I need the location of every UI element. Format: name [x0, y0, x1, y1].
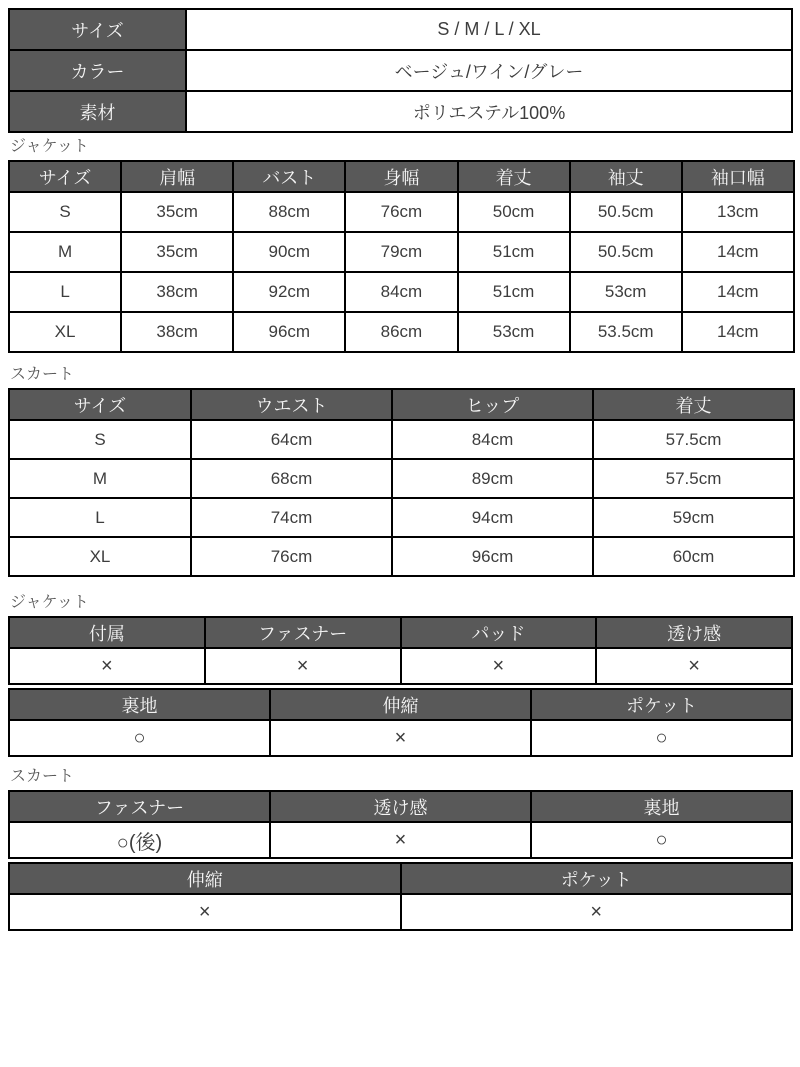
measure-cell: 14cm [682, 272, 794, 312]
measure-cell: 84cm [345, 272, 457, 312]
section-label-jacket-detail: ジャケット [10, 594, 89, 611]
size-cell: S [9, 192, 121, 232]
table-row [9, 537, 794, 576]
table-row [9, 91, 792, 132]
measure-cell: 57.5cm [593, 459, 794, 498]
table-row [9, 822, 792, 858]
measure-cell: 57.5cm [593, 420, 794, 459]
table-row [9, 498, 794, 537]
skirt-detail-table-1 [8, 790, 793, 859]
column-header: パッド [401, 617, 597, 648]
mark-cell: ○ [531, 822, 792, 858]
mark-cell: × [205, 648, 401, 684]
column-header: サイズ [9, 389, 191, 420]
measure-cell: 50.5cm [570, 192, 682, 232]
skirt-size-table [8, 388, 795, 577]
table-row [9, 50, 792, 91]
column-header: 伸縮 [270, 689, 531, 720]
size-cell: M [9, 232, 121, 272]
column-header: 伸縮 [9, 863, 401, 894]
info-value-material: ポリエステル100% [186, 91, 792, 132]
product-info-table [8, 8, 793, 133]
section-label-skirt-size: スカート [10, 366, 75, 383]
table-row [9, 272, 794, 312]
mark-cell: ○ [9, 720, 270, 756]
column-header: 付属 [9, 617, 205, 648]
info-label-size: サイズ [9, 9, 186, 50]
measure-cell: 74cm [191, 498, 392, 537]
column-header: 袖口幅 [682, 161, 794, 192]
table-row [9, 720, 792, 756]
mark-cell: × [270, 720, 531, 756]
measure-cell: 86cm [345, 312, 457, 352]
column-header: ポケット [401, 863, 793, 894]
measure-cell: 38cm [121, 312, 233, 352]
measure-cell: 90cm [233, 232, 345, 272]
measure-cell: 35cm [121, 192, 233, 232]
section-label-skirt-detail: スカート [10, 768, 75, 785]
measure-cell: 51cm [458, 272, 570, 312]
table-header-row [9, 791, 792, 822]
table-header-row [9, 161, 794, 192]
measure-cell: 53cm [570, 272, 682, 312]
measure-cell: 92cm [233, 272, 345, 312]
measure-cell: 59cm [593, 498, 794, 537]
measure-cell: 96cm [233, 312, 345, 352]
table-header-row [9, 389, 794, 420]
size-cell: XL [9, 537, 191, 576]
table-row [9, 894, 792, 930]
table-row [9, 9, 792, 50]
column-header: バスト [233, 161, 345, 192]
measure-cell: 96cm [392, 537, 593, 576]
measure-cell: 13cm [682, 192, 794, 232]
column-header: サイズ [9, 161, 121, 192]
table-row [9, 232, 794, 272]
measure-cell: 94cm [392, 498, 593, 537]
column-header: ファスナー [9, 791, 270, 822]
mark-cell: ○ [531, 720, 792, 756]
table-header-row [9, 689, 792, 720]
measure-cell: 79cm [345, 232, 457, 272]
measure-cell: 64cm [191, 420, 392, 459]
measure-cell: 53cm [458, 312, 570, 352]
info-label-color: カラー [9, 50, 186, 91]
jacket-detail-table-2 [8, 688, 793, 757]
column-header: 袖丈 [570, 161, 682, 192]
measure-cell: 51cm [458, 232, 570, 272]
measure-cell: 60cm [593, 537, 794, 576]
measure-cell: 68cm [191, 459, 392, 498]
info-label-material: 素材 [9, 91, 186, 132]
table-row [9, 312, 794, 352]
measure-cell: 14cm [682, 232, 794, 272]
mark-cell: × [401, 894, 793, 930]
skirt-detail-table-2 [8, 862, 793, 931]
table-row [9, 192, 794, 232]
measure-cell: 84cm [392, 420, 593, 459]
mark-cell: ○(後) [9, 822, 270, 858]
section-label-jacket-size: ジャケット [10, 138, 89, 155]
size-cell: M [9, 459, 191, 498]
table-row [9, 648, 792, 684]
jacket-detail-table-1 [8, 616, 793, 685]
mark-cell: × [9, 894, 401, 930]
measure-cell: 88cm [233, 192, 345, 232]
mark-cell: × [401, 648, 597, 684]
size-cell: S [9, 420, 191, 459]
mark-cell: × [9, 648, 205, 684]
column-header: 着丈 [593, 389, 794, 420]
column-header: 透け感 [270, 791, 531, 822]
measure-cell: 76cm [345, 192, 457, 232]
measure-cell: 76cm [191, 537, 392, 576]
column-header: ウエスト [191, 389, 392, 420]
column-header: 着丈 [458, 161, 570, 192]
size-cell: L [9, 272, 121, 312]
size-cell: XL [9, 312, 121, 352]
measure-cell: 38cm [121, 272, 233, 312]
measure-cell: 89cm [392, 459, 593, 498]
info-value-size: S / M / L / XL [186, 9, 792, 50]
table-header-row [9, 863, 792, 894]
jacket-size-table [8, 160, 795, 353]
measure-cell: 53.5cm [570, 312, 682, 352]
measure-cell: 14cm [682, 312, 794, 352]
column-header: ポケット [531, 689, 792, 720]
info-value-color: ベージュ/ワイン/グレー [186, 50, 792, 91]
table-row [9, 459, 794, 498]
mark-cell: × [596, 648, 792, 684]
measure-cell: 50.5cm [570, 232, 682, 272]
table-header-row [9, 617, 792, 648]
column-header: ファスナー [205, 617, 401, 648]
measure-cell: 35cm [121, 232, 233, 272]
column-header: ヒップ [392, 389, 593, 420]
table-row [9, 420, 794, 459]
column-header: 身幅 [345, 161, 457, 192]
column-header: 裏地 [9, 689, 270, 720]
column-header: 裏地 [531, 791, 792, 822]
column-header: 透け感 [596, 617, 792, 648]
column-header: 肩幅 [121, 161, 233, 192]
mark-cell: × [270, 822, 531, 858]
size-cell: L [9, 498, 191, 537]
measure-cell: 50cm [458, 192, 570, 232]
